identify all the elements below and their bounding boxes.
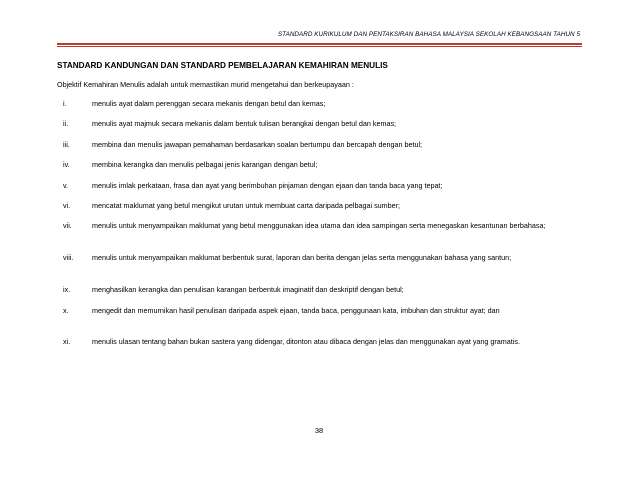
objective-number: xi. (63, 337, 71, 346)
objective-number: vii. (63, 221, 72, 230)
objective-number: x. (63, 306, 69, 315)
running-header: STANDARD KURIKULUM DAN PENTAKSIRAN BAHASA MALAYSIA SEKOLAH KEBANGSAAN TAHUN 5 (277, 31, 580, 38)
objective-number: ii. (63, 119, 69, 128)
objective-number: viii. (63, 253, 74, 262)
objective-number: i. (63, 99, 67, 108)
objective-text: menulis ulasan tentang bahan bukan sastera yang didengar, ditonton atau dibaca dengan jelas dan menggunakan ayat yang gramatis. (92, 337, 520, 346)
objective-number: ix. (63, 285, 71, 294)
objective-text: menulis ayat dalam perenggan secara mekanis dengan betul dan kemas; (92, 99, 326, 108)
objective-number: iv. (63, 160, 70, 169)
objective-number: v. (63, 181, 69, 190)
objective-text: membina dan menulis jawapan pemahaman berdasarkan soalan bertumpu dan bercapah dengan betul; (92, 140, 423, 149)
section-title: STANDARD KANDUNGAN DAN STANDARD PEMBELAJARAN KEMAHIRAN MENULIS (57, 61, 388, 70)
objective-text: menulis untuk menyampaikan maklumat berbentuk surat, laporan dan berita dengan jelas serta menggunakan bahasa yang santun; (92, 253, 512, 262)
header-rule-thin (57, 46, 582, 47)
objective-text: menulis untuk menyampaikan maklumat yang betul menggunakan idea utama dan idea sampingan serta menegaskan kesantunan berbahasa; (92, 221, 546, 230)
header-rule-thick (57, 43, 582, 45)
objective-text: menulis ayat majmuk secara mekanis dalam bentuk tulisan berangkai dengan betul dan kemas; (92, 119, 397, 128)
objective-number: iii. (63, 140, 70, 149)
intro-text: Objektif Kemahiran Menulis adalah untuk memastikan murid mengetahui dan berkeupayaan : (57, 80, 354, 89)
objective-text: menghasilkan kerangka dan penulisan karangan berbentuk imaginatif dan deskriptif dengan betul; (92, 285, 404, 294)
objective-number: vi. (63, 201, 71, 210)
objective-text: mencatat maklumat yang betul mengikut urutan untuk membuat carta daripada pelbagai sumber; (92, 201, 401, 210)
objective-text: membina kerangka dan menulis pelbagai jenis karangan dengan betul; (92, 160, 318, 169)
objective-text: menulis imlak perkataan, frasa dan ayat yang berimbuhan pinjaman dengan ejaan dan tanda baca yang tepat; (92, 181, 443, 190)
page-number: 38 (314, 426, 324, 435)
objective-text: mengedit dan memurnikan hasil penulisan daripada aspek ejaan, tanda baca, penggunaan kata, imbuhan dan struktur ayat; dan (92, 306, 500, 315)
